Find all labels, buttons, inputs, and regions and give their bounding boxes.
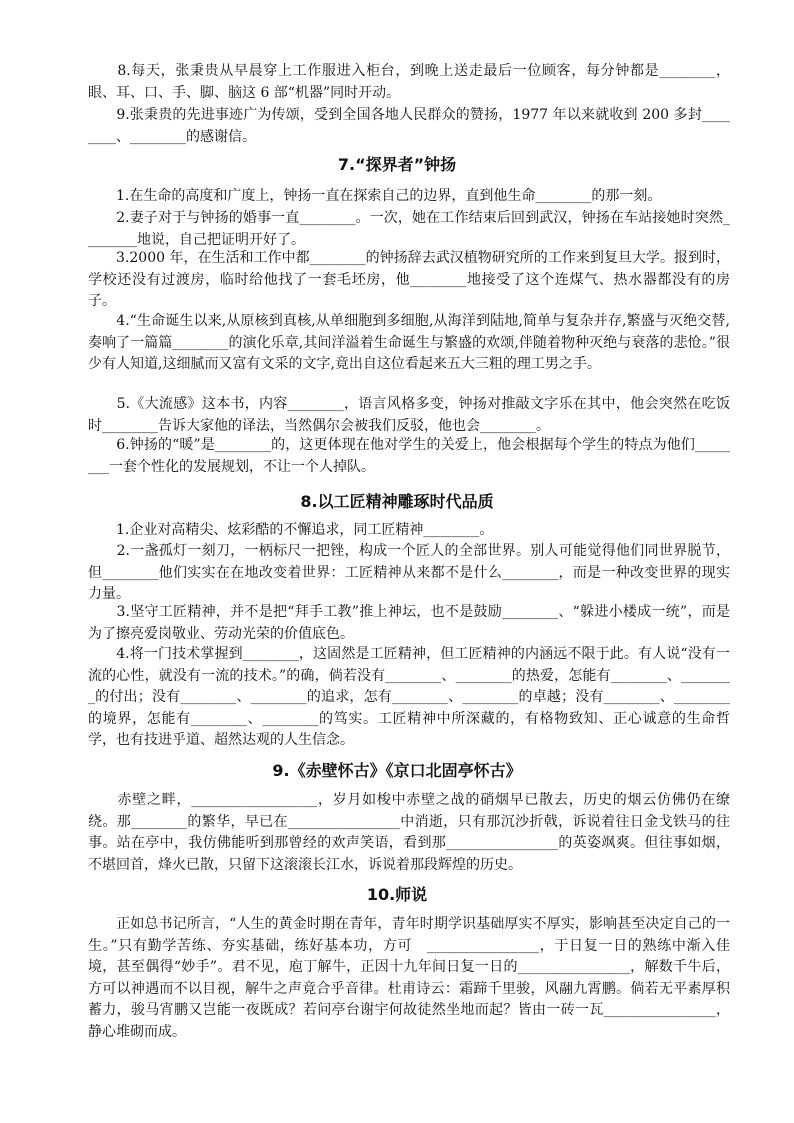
item-6-9: 9.张秉贵的先进事迹广为传颂，受到全国各地人民群众的赞扬，1977 年以来就收到 200 多封________、________的感谢信。	[88, 107, 730, 145]
item-8-3: 3.坚守工匠精神，并不是把“拜手工教”推上神坛，也不是鼓励________、“躲进小楼成一统”，而是为了擦亮爱岗敬业、劳动光荣的价值底色。	[88, 604, 730, 642]
item-9-1: 赤壁之畔，__________________，岁月如梭中赤壁之战的硝烟早已散去，历史的烟云仿佛仍在缭绕。那________的繁华，早已在________________中消逝，只有那沉沙折戟，诉说着往日金戈铁马的往事。站在亭中，我仿佛能听到那曾经的欢声笑语，看到那________________的英姿飒爽。但往事如烟，不堪回首，烽火已散，只留下这滚滚长江水，诉说着那段辉煌的历史。	[88, 792, 730, 873]
item-10-1: 正如总书记所言，“人生的黄金时期在青年，青年时期学识基础厚实不厚实，影响甚至决定自己的一生。”只有勤学苦练、夯实基础，练好基本功，方可 ________________，于日复一日的熟练中渐入佳境，甚至偶得“妙手”。君不见，庖丁解牛，正因十九年间日复一日的________________，解数千牛后，方可以神遇而不以目视，解牛之声竟合乎音律。杜甫诗云：霜蹄千里骏，风翮九霄鹏。倘若无平素厚积蓄力，骏马宵鹏又岂能一夜既成？若问亭台谢宇何故徒然坐地而起？皆由一砖一瓦________________，静心堆砌而成。	[88, 916, 730, 1040]
item-8-2: 2.一盏孤灯一刻刀，一柄标尺一把锉，构成一个匠人的全部世界。别人可能觉得他们同世界脱节，但________他们实实在在地改变着世界：工匠精神从来都不是什么________，而是一种改变世界的现实力量。	[88, 543, 730, 603]
item-6-8: 8.每天，张秉贵从早晨穿上工作服进入柜台，到晚上送走最后一位顾客，每分钟都是________，眼、耳、口、手、脚、脑这 6 部“机器”同时开动。	[88, 63, 730, 101]
item-7-4: 4.“生命诞生以来,从原核到真核,从单细胞到多细胞,从海洋到陆地,简单与复杂并存,繁盛与灭绝交替,奏响了一篇篇________的演化乐章,其间洋溢着生命诞生与繁盛的欢颂,伴随着物种灭绝与衰落的悲怆。”很少有人知道,这细腻而又富有文采的文字,竟出自这位看起来五大三粗的理工男之手。	[88, 313, 730, 373]
item-7-5: 5.《大流感》这本书，内容________，语言风格多变，钟扬对推敲文字乐在其中，他会突然在吃饭时________告诉大家他的译法，当然偶尔会被我们反驳，他也会________。	[88, 396, 730, 434]
item-8-1: 1.企业对高精尖、炫彩酷的不懈追求，同工匠精神________。	[88, 522, 494, 538]
section-9-title: 9.《赤壁怀古》《京口北固亭怀古》	[272, 761, 522, 780]
item-8-4: 4.将一门技术掌握到________，这固然是工匠精神，但工匠精神的内涵远不限于此。有人说“没有一流的心性，就没有一流的技术。”的确，倘若没有________、________的热爱，怎能有________、________的付出；没有________、________的追求，怎有________、________的卓越；没有________、________的境界，怎能有________、________的笃实。工匠精神中所深藏的，有格物致知、正心诚意的生命哲学，也有技进乎道、超然达观的人生信念。	[88, 646, 730, 749]
section-8-title: 8.以工匠精神雕琢时代品质	[300, 492, 494, 511]
item-7-6: 6.钟扬的“暖”是________的，这更体现在他对学生的关爱上，他会根据每个学生的特点为他们________一套个性化的发展规划，不让一个人掉队。	[88, 437, 730, 475]
section-7-title: 7.“探界者”钟扬	[337, 155, 457, 174]
item-7-1: 1.在生命的高度和广度上，钟扬一直在探索自己的边界，直到他生命________的那一刻。	[88, 188, 662, 204]
item-7-2: 2.妻子对于与钟扬的婚事一直________。一次，她在工作结束后回到武汉，钟扬在车站接她时突然________地说，自己把证明开好了。	[88, 210, 730, 248]
section-10-title: 10.师说	[366, 885, 428, 904]
item-7-3: 3.2000 年，在生活和工作中都________的钟扬辞去武汉植物研究所的工作来到复旦大学。报到时，学校还没有过渡房，临时给他找了一套毛坯房，他________地接受了这个连煤气、热水器都没有的房子。	[88, 250, 730, 310]
